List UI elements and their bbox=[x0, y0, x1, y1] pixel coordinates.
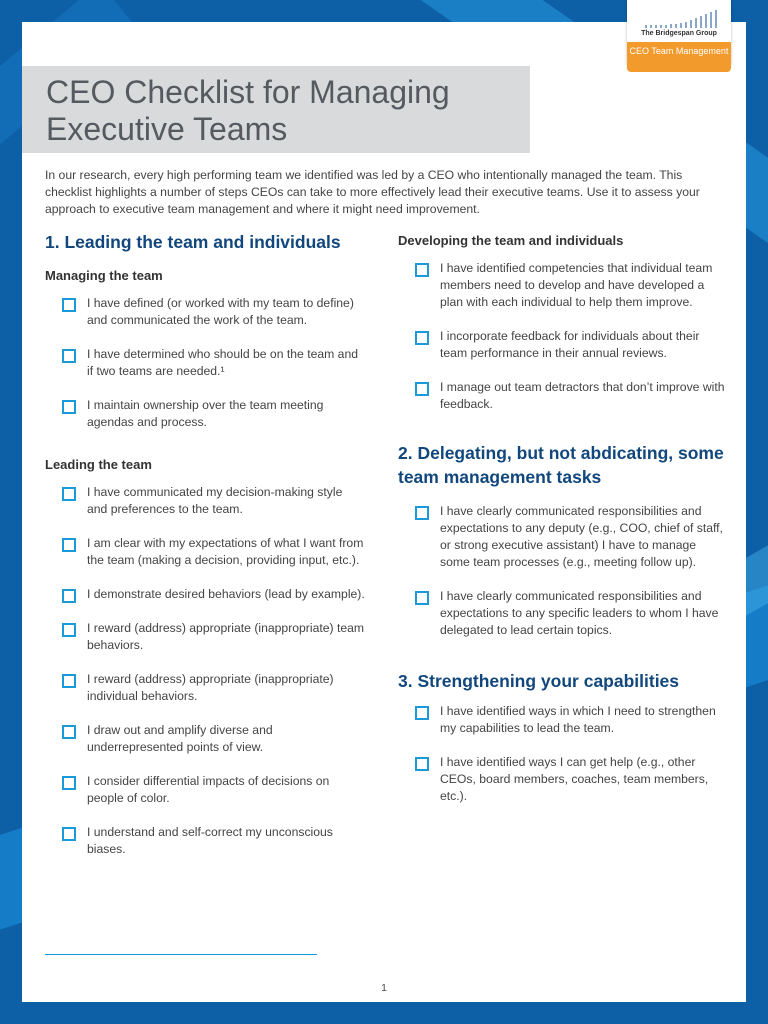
document-page bbox=[22, 22, 746, 1002]
checklist-item[interactable]: I have identified ways I can get help (e.g., other CEOs, board members, coaches, team members, etc.). bbox=[398, 754, 728, 805]
section-2-heading: 2. Delegating, but not abdicating, some team management tasks bbox=[398, 443, 724, 487]
checkbox-icon[interactable] bbox=[62, 776, 76, 790]
developing-heading: Developing the team and individuals bbox=[398, 233, 624, 248]
checklist-item[interactable]: I have defined (or worked with my team to define) and communicated the work of the team. bbox=[45, 295, 365, 329]
intro-paragraph: In our research, every high performing team we identified was led by a CEO who intentionally managed the team. This checklist highlights a number of steps CEOs can take to more effectively lead their executive teams. Use it to assess your approach to executive team management and where it might need improvement. bbox=[45, 168, 700, 216]
section-3-heading: 3. Strengthening your capabilities bbox=[398, 671, 680, 691]
right-column bbox=[398, 230, 728, 805]
checkbox-icon[interactable] bbox=[415, 382, 429, 396]
checkbox-icon[interactable] bbox=[62, 298, 76, 312]
footnote-divider bbox=[45, 954, 317, 955]
checkbox-icon[interactable] bbox=[62, 827, 76, 841]
checklist-item[interactable]: I demonstrate desired behaviors (lead by example). bbox=[45, 586, 365, 603]
checkbox-icon[interactable] bbox=[415, 706, 429, 720]
checklist-item[interactable]: I manage out team detractors that don’t improve with feedback. bbox=[398, 379, 728, 413]
checkbox-icon[interactable] bbox=[62, 487, 76, 501]
leading-heading: Leading the team bbox=[45, 457, 152, 472]
section-1-heading: 1. Leading the team and individuals bbox=[45, 232, 341, 252]
checklist-item[interactable]: I reward (address) appropriate (inappropriate) team behaviors. bbox=[45, 620, 365, 654]
checkbox-icon[interactable] bbox=[62, 725, 76, 739]
checklist-item[interactable]: I understand and self-correct my unconscious biases. bbox=[45, 824, 365, 858]
checklist-item[interactable]: I maintain ownership over the team meeting agendas and process. bbox=[45, 397, 365, 431]
checkbox-icon[interactable] bbox=[415, 263, 429, 277]
page-number: 1 bbox=[381, 983, 387, 994]
checklist-item[interactable]: I have identified ways in which I need to strengthen my capabilities to lead the team. bbox=[398, 703, 728, 737]
page-title: CEO Checklist for Managing Executive Teams bbox=[46, 74, 450, 147]
checklist-item[interactable]: I have identified competencies that individual team members need to develop and have developed a plan with each individual to help them improve. bbox=[398, 260, 728, 311]
checkbox-icon[interactable] bbox=[62, 538, 76, 552]
checkbox-icon[interactable] bbox=[62, 400, 76, 414]
checklist-item[interactable]: I draw out and amplify diverse and underrepresented points of view. bbox=[45, 722, 365, 756]
checkbox-icon[interactable] bbox=[62, 589, 76, 603]
checkbox-icon[interactable] bbox=[415, 506, 429, 520]
checkbox-icon[interactable] bbox=[62, 674, 76, 688]
logo-text: The Bridgespan Group bbox=[641, 30, 717, 37]
checkbox-icon[interactable] bbox=[415, 591, 429, 605]
title-banner bbox=[22, 66, 530, 153]
checklist-item[interactable]: I have determined who should be on the team and if two teams are needed.¹ bbox=[45, 346, 365, 380]
checklist-item[interactable]: I consider differential impacts of decisions on people of color. bbox=[45, 773, 365, 807]
left-column bbox=[45, 230, 365, 858]
checklist-item[interactable]: I reward (address) appropriate (inappropriate) individual behaviors. bbox=[45, 671, 365, 705]
checklist-item[interactable]: I incorporate feedback for individuals about their team performance in their annual reviews. bbox=[398, 328, 728, 362]
checklist-item[interactable]: I am clear with my expectations of what I want from the team (making a decision, providing input, etc.). bbox=[45, 535, 365, 569]
checkbox-icon[interactable] bbox=[415, 757, 429, 771]
managing-heading: Managing the team bbox=[45, 268, 163, 283]
category-tag: CEO Team Management bbox=[627, 42, 731, 72]
logo-bars-icon bbox=[645, 10, 717, 28]
checkbox-icon[interactable] bbox=[415, 331, 429, 345]
checklist-item[interactable]: I have clearly communicated responsibilities and expectations to any deputy (e.g., COO, chief of staff, or strong executive assistant) I have to manage some team processes (e.g., meeting follow up). bbox=[398, 503, 728, 571]
checklist-item[interactable]: I have communicated my decision-making style and preferences to the team. bbox=[45, 484, 365, 518]
checkbox-icon[interactable] bbox=[62, 349, 76, 363]
checklist-item[interactable]: I have clearly communicated responsibilities and expectations to any specific leaders to whom I have delegated to lead certain topics. bbox=[398, 588, 728, 639]
checkbox-icon[interactable] bbox=[62, 623, 76, 637]
